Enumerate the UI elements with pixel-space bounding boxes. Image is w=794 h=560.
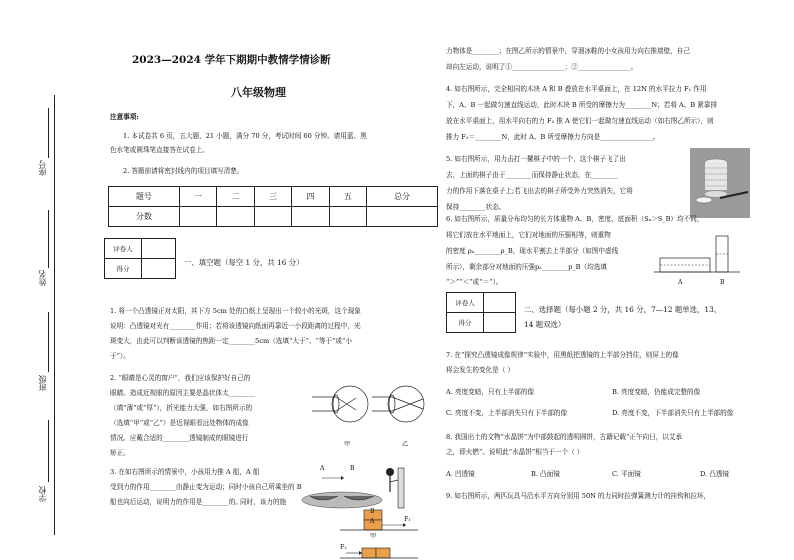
q8-option-b: B. 凸面镜	[531, 470, 560, 478]
q2-line5: 情况。应戴合适的________透镜制成的眼镜进行	[110, 434, 249, 442]
score-input[interactable]	[254, 207, 291, 227]
score-table-cell: 四	[292, 187, 329, 207]
q2-line1: 2. “眼睛是心灵的窗户”，我们应该保护好自己的	[110, 374, 251, 382]
name-line	[48, 210, 49, 268]
class-line	[48, 312, 49, 372]
grader-label: 评卷人	[105, 239, 142, 259]
q7-option-b: B. 亮度变暗，仍能成完整的像	[612, 388, 701, 396]
q3-line3: 船也向后运动，说明力的作用是________的。	[110, 498, 242, 506]
name-label: 姓名	[38, 270, 47, 286]
q3-line4: 同时，该力的施	[240, 498, 287, 506]
score-table-score-row	[109, 207, 438, 227]
q7-option-c: C. 亮度不变，上半部消失只有下半部的像	[446, 409, 568, 417]
q1-line2: 说明：凸透镜对光有________作用；若将该透镜向纸面再靠近一小段距离的过程中，光	[110, 322, 361, 330]
score-table	[108, 186, 438, 227]
q4-line3: 放在水平桌面上，用水平向右的力 F₂ 推 A 使它们一起做匀速直线运动（如右图乙所示），则	[446, 117, 714, 125]
block-label-a-top: A	[370, 518, 375, 525]
q6-line1: 6. 如右图所示，质量分布均匀的长方体重物 A、B，密度、底面积（Sₐ＞S_B）均不同，	[446, 215, 704, 223]
q3-line1: 3. 在如右图所示的情景中，小孩用力推 A 船，A 船	[110, 468, 260, 476]
water	[302, 492, 382, 508]
section1-title: 一、填空题（每空 1 分，共 16 分）	[184, 258, 304, 267]
seat-line	[48, 108, 49, 158]
q6-line2: 将它们放在水平地面上，它们对地面的压强相等，则重物	[446, 231, 611, 239]
q1-line4: 于”）。	[110, 352, 130, 360]
score-input[interactable]	[367, 207, 438, 227]
q5-line1: 5. 如右图所示，用力击打一摞棋子中的一个，这个棋子飞了出	[446, 155, 626, 163]
q7-option-a: A. 亮度变暗，只有上半部的像	[446, 388, 535, 396]
r1-line1: 力物体是________；在图乙所示的情景中，穿溜冰鞋的小女孩用力向右推墙壁，自己	[446, 47, 690, 55]
prism-label-a: A	[678, 279, 683, 286]
q6-line4: 所示），剩余部分对地面的压强pₐ________p_B（均选填	[446, 263, 607, 271]
seat-label: 座号	[38, 160, 47, 176]
score-table-cell: 五	[329, 187, 366, 207]
q8-line2: 之，即火燃”。说明此“水晶饼”相当于一个（ ）	[446, 448, 584, 456]
chess-stack-figure	[690, 148, 750, 218]
exam-title: 2023—2024 学年下期期中教情学情诊断	[132, 54, 331, 66]
score-input[interactable]	[217, 207, 254, 227]
notice-item1-cont: 色水笔或圆珠笔直接答在试卷上。	[110, 146, 209, 154]
section2-title: 二、选择题（每小题 2 分，共 16 分，7—12 题单选，13、	[524, 305, 722, 314]
boat-label-a: A	[320, 465, 325, 472]
q7-line2: 将会发生的变化是（ ）	[446, 366, 515, 374]
q2-line6: 矫正。	[110, 449, 130, 457]
binding-line	[54, 95, 55, 535]
q3-line2: 受到力的作用________由静止变为运动；同时小孩自己所乘坐的 B	[110, 483, 302, 491]
eye-label-b: 乙	[402, 441, 409, 448]
score-input[interactable]	[484, 313, 516, 333]
score-table-cell: 题号	[109, 187, 180, 207]
block-label-f2: F₂	[340, 544, 347, 551]
eye-diagram	[312, 380, 428, 438]
grader-label: 评卷人	[447, 293, 484, 313]
score-table-cell: 一	[179, 187, 216, 207]
notice-heading: 注意事项:	[110, 113, 139, 121]
block-label-b-top: B	[370, 508, 375, 515]
q5-line3: 力的作用下落在桌子上;若飞出去的棋子所受外力突然消失，它将	[446, 187, 633, 195]
section2-title-cont: 14 题双选）	[524, 320, 566, 329]
grader-box	[104, 238, 176, 279]
q5-line4: 保持________状态。	[446, 203, 506, 211]
q4-line1: 4. 如右图所示，完全相同的木块 A 和 B 叠放在水平桌面上，在 12N 的水平拉力 F₁ 作用	[446, 85, 707, 93]
block-label-f1: F₁	[404, 516, 411, 523]
score-table-header-row	[109, 187, 438, 207]
score-label: 得分	[105, 259, 142, 279]
notice-item2: 2. 答题前请将密封线内的项目填写清楚。	[123, 167, 244, 175]
boat-label-b: B	[350, 465, 355, 472]
score-table-cell: 二	[217, 187, 254, 207]
score-table-cell: 总分	[367, 187, 438, 207]
school-line	[48, 420, 49, 482]
q8-option-d: D. 凸透镜	[700, 470, 730, 478]
class-label: 班级	[38, 375, 47, 391]
eye-figure-b	[372, 386, 424, 422]
q7-option-d: D. 亮度不变，下半部消失只有上半部的像	[612, 409, 734, 417]
q1-line3: 斑变大，由此可以判断该透镜的焦距一定________5cm（选填“大于”、“等于”或“小	[110, 337, 352, 345]
score-table-cell: 分数	[109, 207, 180, 227]
subject-title: 八年级物理	[231, 86, 286, 99]
q7-line1: 7. 在“探究凸透镜成像规律”实验中，用黑纸把透镜的上半部分挡住，则屏上的像	[446, 351, 679, 359]
score-input[interactable]	[292, 207, 329, 227]
prism-label-b: B	[720, 279, 725, 286]
score-label: 得分	[447, 313, 484, 333]
score-table-cell: 三	[254, 187, 291, 207]
q2-line2: 眼睛。造成近视眼的原因主要是晶状体太________	[110, 389, 256, 397]
q8-option-c: C. 平面镜	[612, 470, 641, 478]
prism-figure	[654, 232, 740, 280]
q2-line3: （填“薄”或“厚”），折光能力太强，如右图所示的	[110, 404, 253, 412]
grader-box-2	[446, 292, 516, 333]
eye-label-a: 甲	[344, 441, 351, 448]
wall	[398, 468, 404, 508]
boat-figure	[300, 462, 410, 514]
q4-line2: 下，A、B 一起做匀速直线运动，此时木块 B 所受的摩擦力为________N；若将 A、B 紧靠排	[446, 101, 718, 109]
grader-input[interactable]	[142, 239, 176, 259]
r1-line2: 却向左运动，说明了①________________；②________________。	[446, 63, 638, 71]
q4-line4: 推力 F₂＝________N，此时 A、B 所受摩擦力方向是________________。	[446, 133, 660, 141]
q8-line1: 8. 我国出土的文物“水晶饼”为中部鼓起的透明圆饼，古籍记载“正午向日，以艾承	[446, 433, 683, 441]
q1-line1: 1. 将一个凸透镜正对太阳，其下方 5cm 处的白纸上呈现出一个较小的光斑，这个现象	[110, 307, 361, 315]
grader-input[interactable]	[484, 293, 516, 313]
q2-line4: （选填“甲”或“乙”）是近视眼看远处物体的成像	[110, 419, 249, 427]
q6-line3: 的密度 ρₐ________ρ_B，现水平割去上半部分（如图中虚线	[446, 247, 619, 255]
q9-line1: 9. 如右图所示，两匹玩具马沿水平方向分别用 50N 的力同时拉弹簧测力计的挂钩和拉环，	[446, 492, 711, 500]
score-input[interactable]	[329, 207, 366, 227]
score-input[interactable]	[179, 207, 216, 227]
eye-figure-a	[312, 386, 368, 422]
q6-line5: “＞”“＜”或“＝”）。	[446, 278, 503, 286]
school-label: 学校	[38, 486, 47, 502]
notice-item1: 1. 本试卷共 6 页，五大题，21 小题，满分 70 分，考试时间 60 分钟。请用蓝、黑	[123, 132, 367, 140]
q8-option-a: A. 凹透镜	[446, 470, 475, 478]
block-label-jia: 甲	[370, 533, 377, 540]
score-input[interactable]	[142, 259, 176, 279]
q5-line2: 去，上面的棋子由于________而保持静止状态，在________	[446, 171, 618, 179]
